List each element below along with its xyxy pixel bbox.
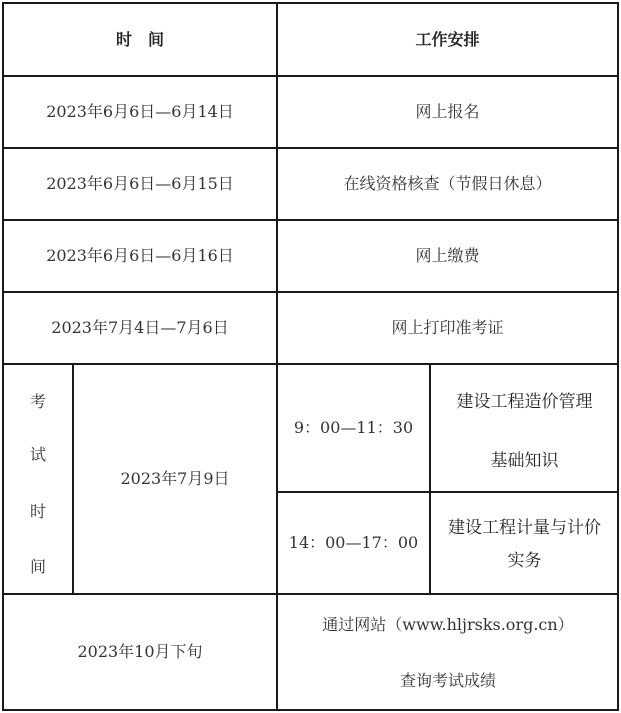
exam-session-1-subject-line-2: 基础知识	[490, 451, 559, 471]
results-work	[279, 595, 617, 708]
row-1-work: 网上报名	[415, 102, 480, 122]
table-border-right	[617, 2, 619, 711]
exam-label-char-2: 试	[29, 445, 46, 464]
header-time: 时 间	[115, 29, 164, 49]
exam-session-1-subject	[432, 366, 617, 492]
exam-label-char-4: 间	[29, 557, 46, 576]
exam-label-char-1: 考	[29, 392, 46, 411]
table-border-bottom	[2, 709, 619, 711]
exam-time-label	[4, 365, 72, 594]
exam-session-2-subject	[432, 493, 617, 593]
row-2-work: 在线资格核查（节假日休息）	[343, 174, 552, 194]
exam-session-1-time: 9：00—11：30	[293, 418, 414, 438]
results-line-2: 查询考试成绩	[399, 671, 496, 690]
exam-session-2-time: 14：00—17：00	[288, 533, 419, 553]
exam-time-subject-divider	[429, 363, 431, 595]
exam-date: 2023年7月9日	[120, 469, 230, 489]
row-4-time: 2023年7月4日—7月6日	[51, 318, 229, 338]
exam-session-1-subject-line-1: 建设工程造价管理	[456, 392, 593, 412]
row-3-time: 2023年6月6日—6月16日	[46, 246, 234, 266]
exam-session-2-subject-line-2: 实务	[507, 551, 542, 571]
exam-session-2-subject-line-1: 建设工程计量与计价	[448, 518, 601, 538]
exam-label-char-3: 时	[29, 502, 46, 521]
row-1-time: 2023年6月6日—6月14日	[46, 102, 234, 122]
results-line-1: 通过网站（www.hljrsks.org.cn）	[322, 615, 574, 634]
results-time: 2023年10月下旬	[77, 642, 203, 662]
row-4-work: 网上打印准考证	[391, 318, 504, 338]
row-2-time: 2023年6月6日—6月15日	[46, 174, 234, 194]
row-3-work: 网上缴费	[415, 246, 480, 266]
header-work: 工作安排	[415, 29, 480, 49]
